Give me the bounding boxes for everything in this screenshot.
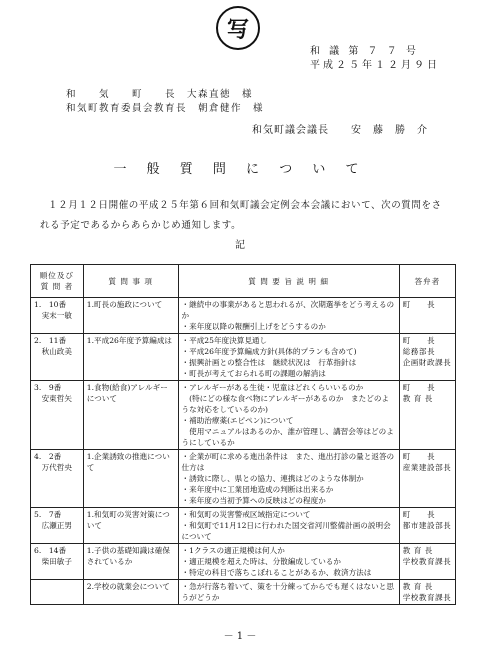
answerer-name: 教 育 長 — [402, 582, 433, 591]
table-row — [31, 544, 456, 580]
question-order-cell: 2. 11番 秋山政美 — [31, 334, 84, 381]
question-detail-cell — [178, 298, 399, 334]
body-paragraph: １２月１２日開催の平成２５年第６回和気町議会定例会本会議において、次の質問をされる予定であるからあらかじめ通知します。 — [40, 200, 442, 231]
detail-line: ・和気町の災害警戒区域指定について — [181, 510, 311, 519]
answerer-name: 町 長 — [402, 383, 436, 392]
question-item-cell: 1.和気町の災害対策について — [83, 508, 178, 544]
addressee-superintendent: 和気町教育委員会教育長 朝倉健作 様 — [66, 103, 265, 114]
detail-line: ・特定の科目で落ちこぼれることがあるか、救済方法は — [181, 568, 372, 577]
detail-line: ・アレルギーがある生徒・児童はどれくらいいるのか — [181, 383, 364, 392]
answerer-name: 町 長 — [402, 452, 436, 461]
table-header-row — [31, 265, 456, 298]
table-row — [31, 508, 456, 544]
detail-line: ・和気町で11月12日に行われた国交省河川整備計画の説明会について — [181, 521, 391, 541]
detail-line: ・振興計画との整合性は 継続状況は 行革指針は — [181, 358, 357, 367]
ki-marker: 記 — [235, 240, 245, 251]
document-date: 平成２５年１２月９日 — [310, 60, 440, 71]
header-detail: 質 問 要 旨 説 明 細 — [178, 265, 399, 298]
detail-line: ・適正規模を超えた時は、分散編成しているか — [181, 557, 341, 566]
document-title: 一 般 質 問 に つ い て — [113, 162, 367, 177]
answerer-cell — [399, 508, 455, 544]
detail-line: ・誘致に際し、県との協力、連携はどのような体制か — [181, 474, 364, 483]
question-detail-cell — [178, 508, 399, 544]
answerer-cell — [399, 544, 455, 580]
header-item: 質 問 事 項 — [83, 265, 178, 298]
question-detail-cell — [178, 334, 399, 381]
question-order-cell — [31, 580, 84, 605]
question-order-cell: 1. 10番 実末一敏 — [31, 298, 84, 334]
answerer-name: 学校教育課長 — [402, 593, 452, 602]
sender-line: 和気町議会議長 安 藤 勝 介 — [252, 125, 428, 136]
answerer-cell — [399, 450, 455, 508]
question-order-cell: 5. 7番 広瀬正男 — [31, 508, 84, 544]
answerer-name: 教 育 長 — [402, 394, 433, 403]
table-row — [31, 298, 456, 334]
detail-line: ・平成25年度決算見通し — [181, 336, 268, 345]
answerer-cell — [399, 298, 455, 334]
answerer-name: 企画財政課長 — [402, 358, 452, 367]
answerer-name: 町 長 — [402, 510, 436, 519]
stamp-character: 写 — [226, 16, 249, 43]
question-item-cell: 2.学校の就業会について — [83, 580, 178, 605]
detail-line: ・来年度以降の報酬引上げをどうするのか — [181, 322, 326, 331]
detail-line: ・来年度中に工業団地造成の判断は出来るか — [181, 485, 334, 494]
copy-stamp — [216, 6, 260, 50]
questions-table — [30, 264, 456, 605]
answerer-name: 学校教育課長 — [402, 557, 452, 566]
answerer-name: 教 育 長 — [402, 546, 433, 555]
header-order: 順位及び 質 問 者 — [31, 265, 84, 298]
answerer-cell — [399, 580, 455, 605]
detail-line: (特にどの様な食べ物にアレルギーがあるのか またどのような対応をしているのか) — [181, 394, 390, 414]
question-detail-cell — [178, 544, 399, 580]
question-order-cell: 3. 9番 安東哲矢 — [31, 381, 84, 450]
document-header-block — [310, 45, 440, 73]
table-row — [31, 450, 456, 508]
question-order-cell: 4. 2番 万代哲央 — [31, 450, 84, 508]
detail-line: ・補助治療薬(エピペン)について — [181, 416, 294, 425]
table-row — [31, 580, 456, 605]
question-item-cell: 1.平成26年度予算編成は — [83, 334, 178, 381]
question-item-cell: 1.企業誘致の推進について — [83, 450, 178, 508]
document-number: 和 議 第 ７ ７ 号 — [310, 46, 419, 57]
answerer-name: 町 長 — [402, 300, 436, 309]
detail-line: ・急が行落ち着いて、策を十分練ってからでも遅くはないと思うがどうか — [181, 582, 394, 602]
detail-line: 使用マニュアルはあるのか、誰が管理し、講習会等はどのようにしているか — [181, 427, 394, 447]
question-item-cell: 1.食物(給食)アレルギーについて — [83, 381, 178, 450]
answerer-cell — [399, 381, 455, 450]
detail-line: ・平成26年度予算編成方針(具体的プランも含めて) — [181, 347, 357, 356]
question-detail-cell — [178, 381, 399, 450]
answerer-name: 都市建設部長 — [402, 521, 452, 530]
detail-line: ・町長が考えておられる町の課題の解消は — [181, 369, 326, 378]
detail-line: ・来年度の当初予算への反映はどの程度か — [181, 496, 326, 505]
question-detail-cell — [178, 580, 399, 605]
answerer-name: 産業建設部長 — [402, 463, 452, 472]
answerer-name: 町 長 — [402, 336, 436, 345]
table-row — [31, 334, 456, 381]
page-number: － 1 － — [223, 631, 257, 642]
question-item-cell: 1.子供の基礎知識は確保されているか — [83, 544, 178, 580]
question-detail-cell — [178, 450, 399, 508]
question-item-cell: 1.町長の施政について — [83, 298, 178, 334]
detail-line: ・1クラスの適正規模は何人か — [181, 546, 285, 555]
answerer-cell — [399, 334, 455, 381]
detail-line: ・継続中の事業があると思われるが、次期選挙をどう考えるのか — [181, 300, 395, 320]
table-body — [31, 298, 456, 605]
header-answerer: 答弁者 — [399, 265, 455, 298]
question-order-cell: 6. 14番 柴田敏子 — [31, 544, 84, 580]
answerer-name: 総務部長 — [402, 347, 436, 356]
addressee-mayor: 和 気 町 長 大森直徳 様 — [66, 89, 254, 100]
detail-line: ・企業が町に求める進出条件は また、進出打診の量と返答の仕方は — [181, 452, 395, 472]
table-row — [31, 381, 456, 450]
